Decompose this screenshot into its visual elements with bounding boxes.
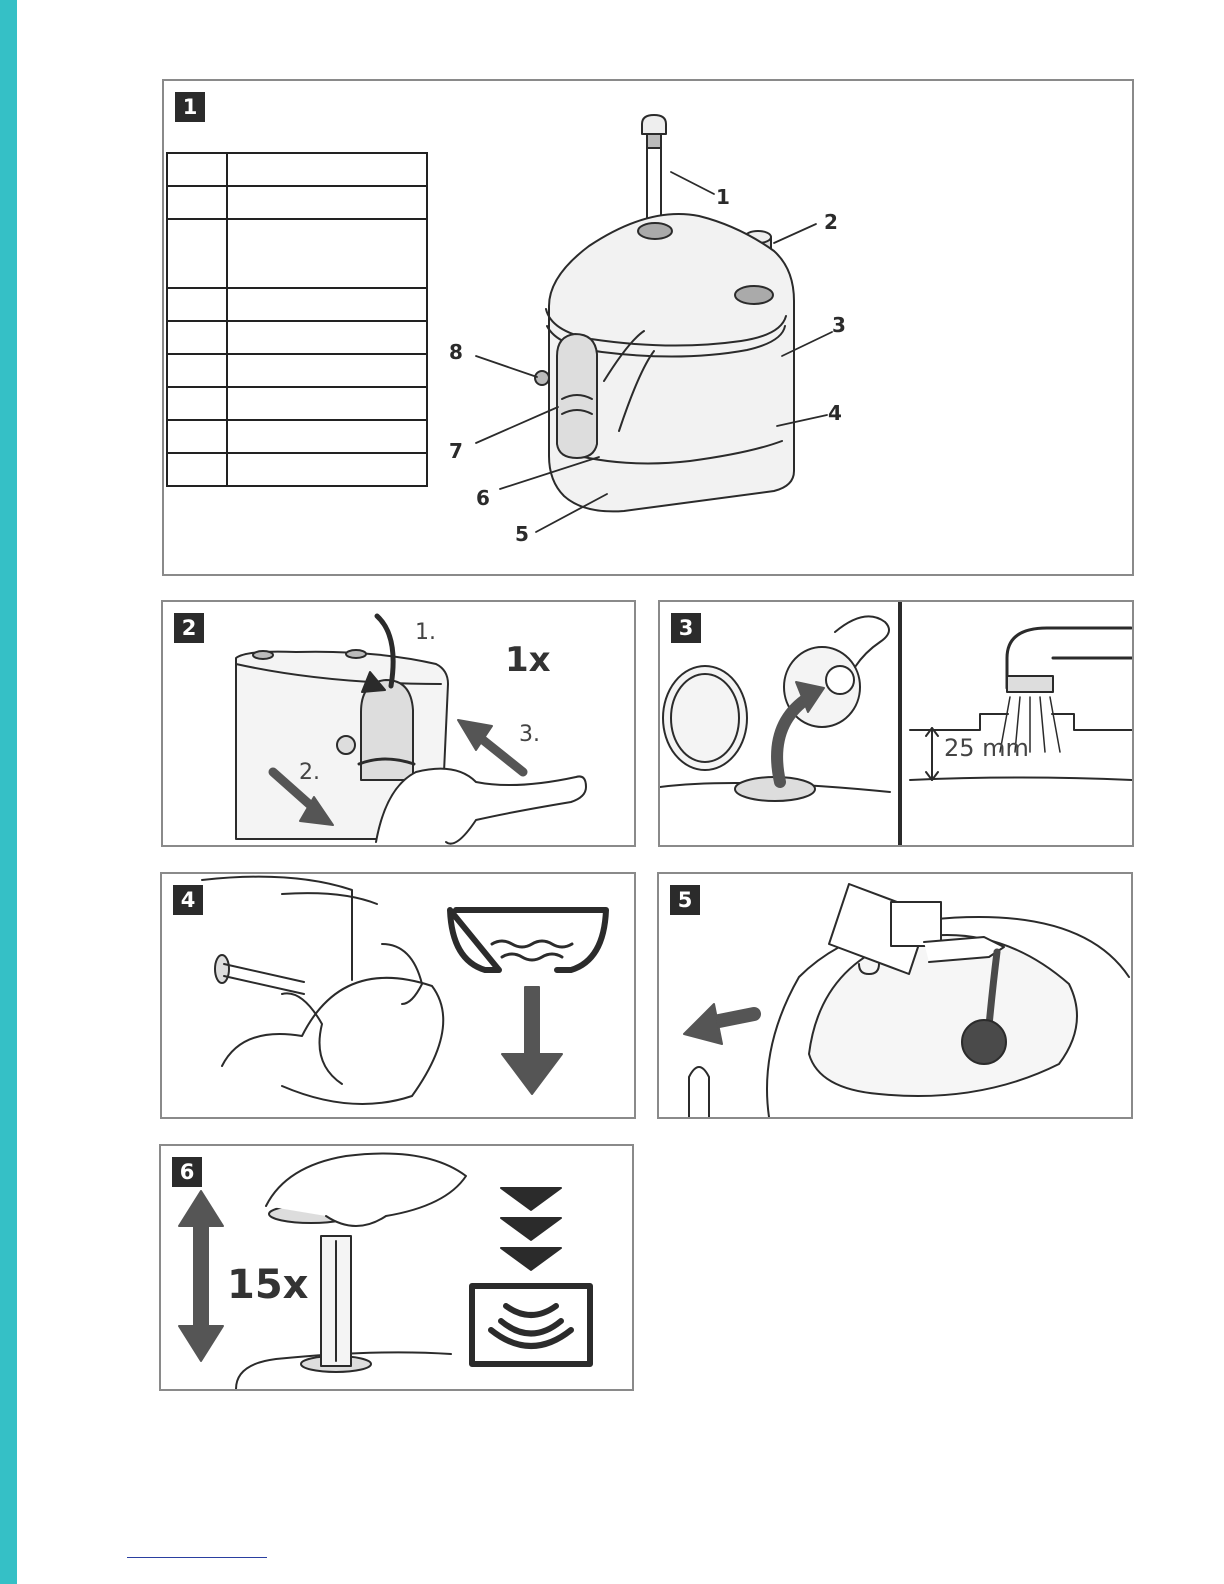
step-2-label: 2. [299, 760, 320, 785]
water-level-measurement: 25 mm [944, 734, 1029, 762]
figure-badge: 6 [172, 1157, 202, 1187]
flush-wave-icon [472, 1286, 590, 1364]
figure-4-panel [160, 872, 636, 1119]
figure-1-panel [162, 79, 1134, 576]
figure-badge: 2 [174, 613, 204, 643]
figure-badge: 4 [173, 885, 203, 915]
step-3-label: 3. [519, 722, 540, 747]
toilet-exploded-illustration [164, 81, 1132, 574]
remove-plunger-illustration [162, 874, 634, 1117]
water-bowl-icon [450, 910, 606, 970]
figure-5-panel [657, 872, 1133, 1119]
triple-chevron-down-icon [501, 1188, 561, 1270]
figure-2-panel [161, 600, 636, 847]
footer-rule [127, 1557, 267, 1558]
accent-stripe [0, 0, 17, 1584]
step-1-label: 1. [415, 620, 436, 645]
part-label: 4 [828, 401, 842, 425]
fill-water-illustration [660, 602, 1132, 845]
double-arrow-vertical-icon [179, 1191, 223, 1361]
figure-badge: 1 [175, 92, 205, 122]
part-label: 7 [449, 439, 463, 463]
part-label: 6 [476, 486, 490, 510]
part-label: 2 [824, 210, 838, 234]
figure-6-panel [159, 1144, 634, 1391]
tank-body-illustration [535, 214, 794, 511]
part-label: 3 [832, 313, 846, 337]
figure-3-panel [658, 600, 1134, 847]
figure-badge: 5 [670, 885, 700, 915]
part-label: 5 [515, 522, 529, 546]
figure-badge: 3 [671, 613, 701, 643]
part-label: 1 [716, 185, 730, 209]
repeat-count: 1x [505, 640, 551, 680]
pump-rod-illustration [642, 115, 666, 226]
arrow-left-icon [684, 1004, 754, 1044]
add-sanitary-fluid-illustration [659, 874, 1131, 1117]
arrow-down-icon [502, 987, 562, 1094]
open-valve-illustration [163, 602, 634, 845]
repeat-count: 15x [227, 1262, 309, 1308]
part-label: 8 [449, 340, 463, 364]
